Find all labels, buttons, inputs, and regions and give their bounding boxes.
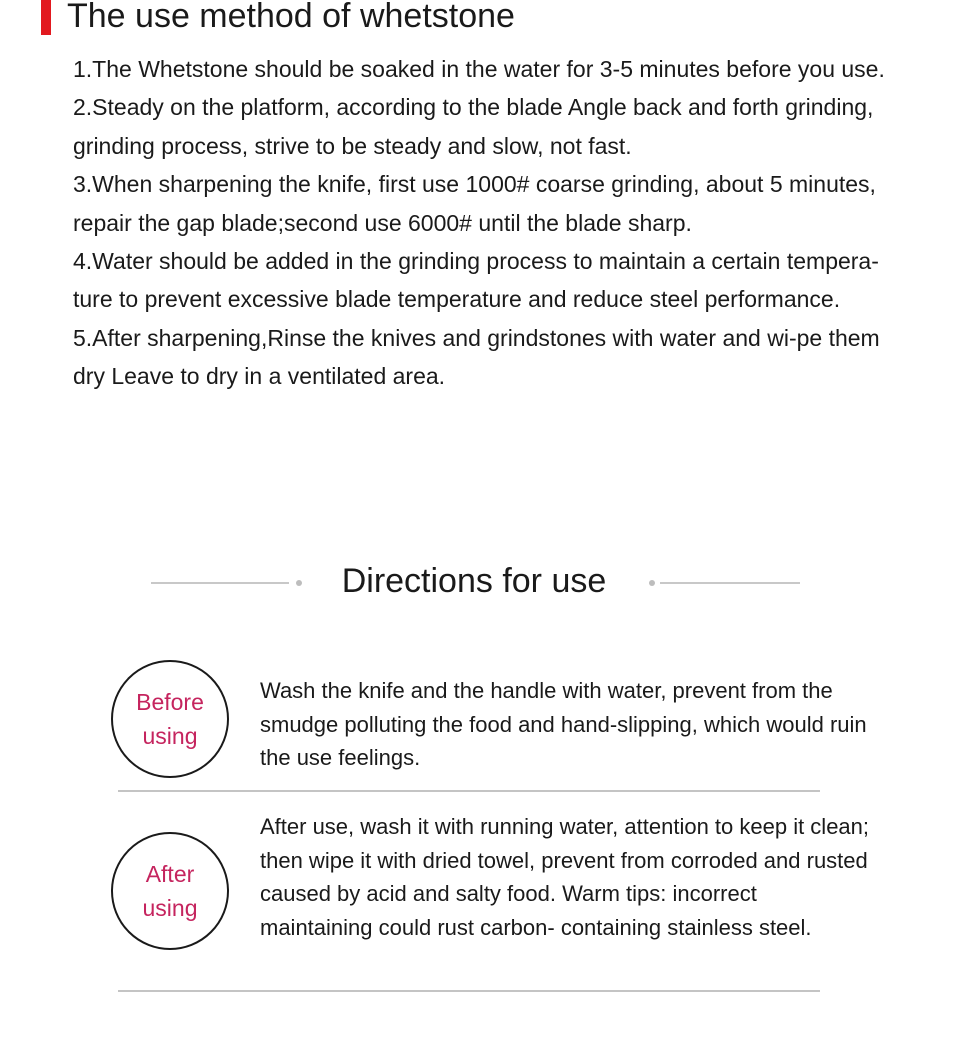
step-3: 3.When sharpening the knife, first use 1000# coarse grinding, about 5 minutes, repair the gap blade;second use 6000# until the blade sharp. xyxy=(73,171,876,236)
step-4-text: 4.Water should be added in the grinding process to maintain a certain tempera-ture to prevent excessive blade temperature and reduce steel performance. xyxy=(73,248,879,313)
divider-top xyxy=(118,790,820,792)
before-using-label: Before using xyxy=(136,689,204,749)
divider-bottom xyxy=(118,990,820,992)
step-2: 2.Steady on the platform, according to the blade Angle back and forth grinding, grinding process, strive to be steady and slow, not fast. xyxy=(73,94,874,159)
after-using-badge xyxy=(111,832,229,950)
step-4 xyxy=(73,242,893,319)
after-using-text: After use, wash it with running water, attention to keep it clean; then wipe it with dried towel, prevent from corroded and rusted caused by acid and salty food. Warm tips: incorrect maintaining could rust carbon- containing stainless steel. xyxy=(260,814,870,940)
before-using-badge xyxy=(111,660,229,778)
page-title: The use method of whetstone xyxy=(67,0,515,35)
directions-title: Directions for use xyxy=(341,562,607,600)
title-accent-bar xyxy=(41,0,51,35)
step-5: 5.After sharpening,Rinse the knives and grindstones with water and wi-pe them dry Leave to dry in a ventilated area. xyxy=(73,324,880,390)
usage-steps xyxy=(73,50,893,396)
after-using-label: After using xyxy=(142,861,198,921)
before-using-text: Wash the knife and the handle with water, prevent from the smudge polluting the food and hand-slipping, which would ruin the use feelings. xyxy=(260,678,867,770)
title-right-line xyxy=(660,582,800,584)
step-1: 1.The Whetstone should be soaked in the water for 3-5 minutes before you use. xyxy=(73,56,885,82)
title-right-dot xyxy=(649,580,655,586)
